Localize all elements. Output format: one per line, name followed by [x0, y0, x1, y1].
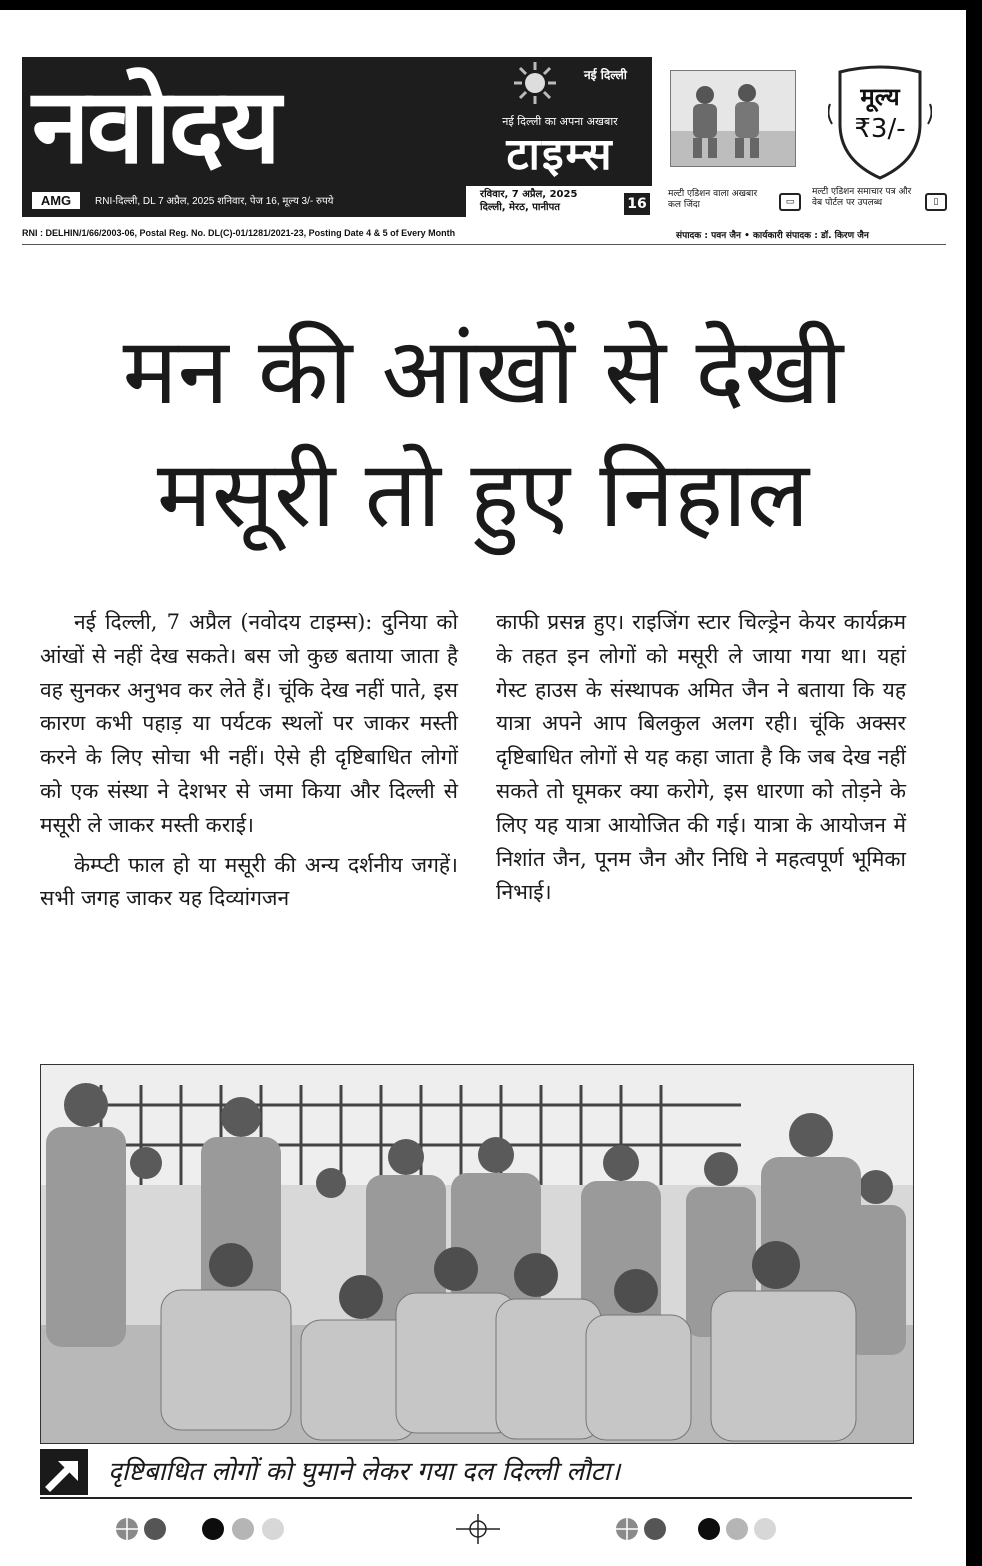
- times-wordmark: टाइम्स: [506, 129, 614, 180]
- amg-logo: AMG: [32, 192, 80, 209]
- caption-rule: [40, 1497, 912, 1499]
- color-dot: [754, 1518, 776, 1540]
- color-dot: [232, 1518, 254, 1540]
- phone-icon: ▯: [925, 193, 947, 211]
- sun-logo-icon: [512, 60, 558, 106]
- photo-caption: दृष्टिबाधित लोगों को घुमाने लेकर गया दल दिल्ली लौटा।: [108, 1457, 621, 1487]
- color-dot: [726, 1518, 748, 1540]
- crosshair-icon: [616, 1518, 638, 1540]
- caption-arrow-box: [40, 1449, 88, 1495]
- people-photo-icon: [671, 71, 795, 166]
- edition-note: मल्टी एडिशन वाला अखबार कल जिंदा: [668, 189, 758, 210]
- color-dot: [144, 1518, 166, 1540]
- group-photo-image: [41, 1065, 913, 1443]
- web-portal-note: मल्टी एडिशन समाचार पत्र और वेब पोर्टल पर उपलब्ध: [812, 187, 912, 208]
- article-column-right: [496, 606, 906, 910]
- registration-mark-icon: [456, 1514, 500, 1544]
- article-column-left: [40, 606, 458, 916]
- newspaper-title: नवोदय: [32, 65, 279, 187]
- cities-line: दिल्ली, मेरठ, पानीपत: [480, 202, 561, 213]
- page-count-badge: 16: [624, 193, 650, 215]
- newspaper-icon: ▭: [779, 193, 801, 211]
- price-value: ₹3/-: [854, 114, 906, 144]
- masthead-info: RNI-दिल्ली, DL 7 अप्रैल, 2025 शनिवार, पेज 16, मूल्य 3/- रुपये: [95, 196, 334, 207]
- color-bar-right: [616, 1518, 788, 1542]
- color-dot: [262, 1518, 284, 1540]
- arrow-up-right-icon: [40, 1449, 88, 1495]
- color-dot: [644, 1518, 666, 1540]
- right-border: [966, 0, 982, 1566]
- rni-line: RNI : DELHIN/1/66/2003-06, Postal Reg. No. DL(C)-01/1281/2021-23, Posting Date 4 & 5 of Every Month: [22, 228, 456, 238]
- article-paragraph: केम्प्टी फाल हो या मसूरी की अन्य दर्शनीय जगहें। सभी जगह जाकर यह दिव्यांगजन: [40, 852, 458, 911]
- top-border: [0, 0, 982, 10]
- masthead-divider: [22, 244, 946, 245]
- tagline: नई दिल्ली का अपना अखबार: [502, 115, 618, 128]
- color-dot: [202, 1518, 224, 1540]
- editors-line: संपादक : पवन जैन • कार्यकारी संपादक : डॉ. किरण जैन: [676, 231, 869, 241]
- price-label: मूल्य: [860, 83, 900, 111]
- headline-line-2: मसूरी तो हुए निहाल: [156, 441, 810, 548]
- group-photo: [40, 1064, 914, 1444]
- issue-date: [480, 188, 610, 214]
- color-dot: [698, 1518, 720, 1540]
- date-line: रविवार, 7 अप्रैल, 2025: [480, 189, 578, 200]
- headline-line-1: मन की आंखों से देखी: [122, 318, 844, 425]
- article-paragraph: नई दिल्ली, 7 अप्रैल (नवोदय टाइम्स): दुनिया को आंखों से नहीं देख सकते। बस जो कुछ बताया जाता है वह सुनकर अनुभव कर लेते हैं। चूंकि देख नहीं पाते, इस कारण कभी पहाड़ या पर्यटक स्थलों पर जाकर मस्ती करने के लिए सोचा भी नहीं। ऐसे ही दृष्टिबाधित लोगों को एक संस्था ने देशभर से जमा किया और दिल्ली से मसूरी ले जाकर मस्ती कराई।: [40, 610, 458, 837]
- crosshair-icon: [116, 1518, 138, 1540]
- article-paragraph: काफी प्रसन्न हुए। राइजिंग स्टार चिल्ड्रेन केयर कार्यक्रम के तहत इन लोगों को मसूरी ले जाया गया था। यहां गेस्ट हाउस के संस्थापक अमित जैन ने बताया कि यह यात्रा अपने आप बिलकुल अलग रही। चूंकि अक्सर दृष्टिबाधित लोगों से यह कहा जाता है कि जब देख नहीं सकते तो घूमकर क्या करोगे, इस धारणा को तोड़ने के लिए यह यात्रा आयोजित की गई। यात्रा के आयोजन में निशांत जैन, पूनम जैन और निधि ने महत्वपूर्ण भूमिका निभाई।: [496, 610, 906, 905]
- color-bar-left: [116, 1518, 288, 1542]
- masthead-photo: [670, 70, 796, 167]
- edition-city: नई दिल्ली: [584, 68, 627, 82]
